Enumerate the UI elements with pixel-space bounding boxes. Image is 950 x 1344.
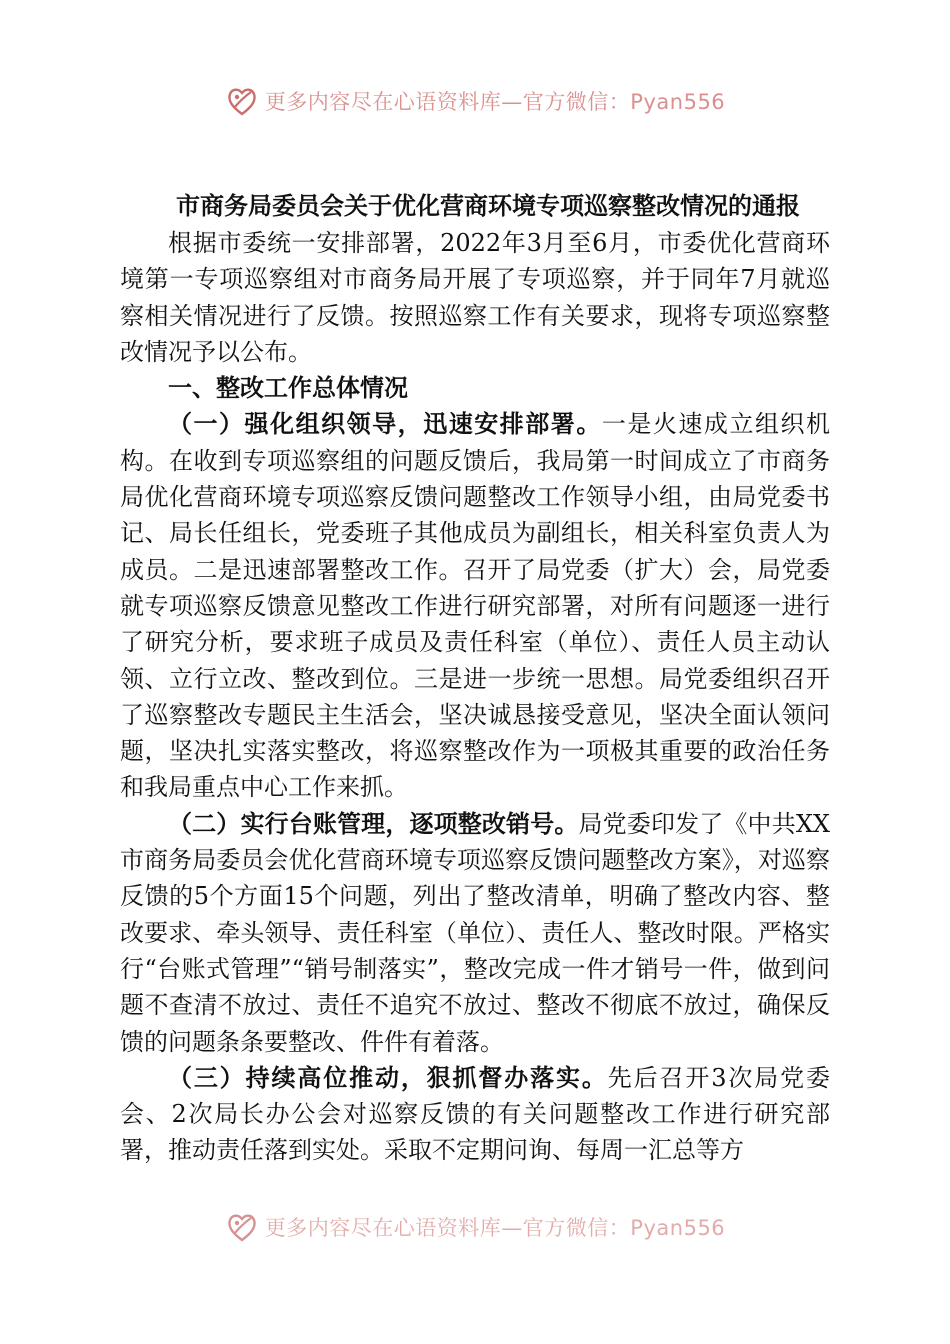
paragraph-item-3	[120, 1060, 830, 1169]
item-2-text: 局党委印发了《中共XX市商务局委员会优化营商环境专项巡察反馈问题整改方案》，对巡察反馈的5个方面15个问题，列出了整改清单，明确了整改内容、整改要求、牵头领导、责任科室（单位）、责任人、整改时限。严格实行“台账式管理”“销号制落实”，整改完成一件才销号一件，做到问题不查清不放过、责任不追究不放过、整改不彻底不放过，确保反馈的问题条条要整改、件件有着落。	[120, 809, 831, 1056]
heart-logo-icon	[225, 84, 259, 118]
heart-logo-icon	[225, 1210, 259, 1244]
item-3-lead: （三）持续高位推动，狠抓督办落实。	[168, 1062, 608, 1092]
item-3-text: 先后召开3次局党委会、2次局长办公会对巡察反馈的有关问题整改工作进行研究部署，推动责任落到实处。采取不定期问询、每周一汇总等方	[120, 1063, 831, 1165]
watermark-text: 更多内容尽在心语资料库—官方微信：Pyan556	[264, 90, 726, 114]
intro-paragraph: 根据市委统一安排部署，2022年3月至6月，市委优化营商环境第一专项巡察组对市商务局开展了专项巡察，并于同年7月就巡察相关情况进行了反馈。按照巡察工作有关要求，现将专项巡察整改情况予以公布。	[120, 229, 830, 366]
document-body	[120, 225, 830, 1169]
item-1-lead: （一）强化组织领导，迅速安排部署。	[168, 409, 602, 439]
paragraph-item-1	[120, 406, 830, 805]
watermark-footer	[0, 1210, 950, 1244]
watermark-header	[0, 84, 950, 118]
watermark-text: 更多内容尽在心语资料库—官方微信：Pyan556	[264, 1216, 726, 1240]
paragraph-item-2	[120, 806, 830, 1060]
document-title: 市商务局委员会关于优化营商环境专项巡察整改情况的通报	[176, 191, 800, 220]
item-1-text: 一是火速成立组织机构。在收到专项巡察组的问题反馈后，我局第一时间成立了市商务局优化营商环境专项巡察反馈问题整改工作领导小组，由局党委书记、局长任组长，党委班子其他成员为副组长，相关科室负责人为成员。二是迅速部署整改工作。召开了局党委（扩大）会，局党委就专项巡察反馈意见整改工作进行研究部署，对所有问题逐一进行了研究分析，要求班子成员及责任科室（单位）、责任人员主动认领、立行立改、整改到位。三是进一步统一思想。局党委组织召开了巡察整改专题民主生活会，坚决诚恳接受意见，坚决全面认领问题，坚决扎实落实整改，将巡察整改作为一项极其重要的政治任务和我局重点中心工作来抓。	[120, 410, 831, 802]
item-2-lead: （二）实行台账管理，逐项整改销号。	[168, 808, 579, 838]
section-heading: 一、整改工作总体情况	[168, 373, 408, 403]
